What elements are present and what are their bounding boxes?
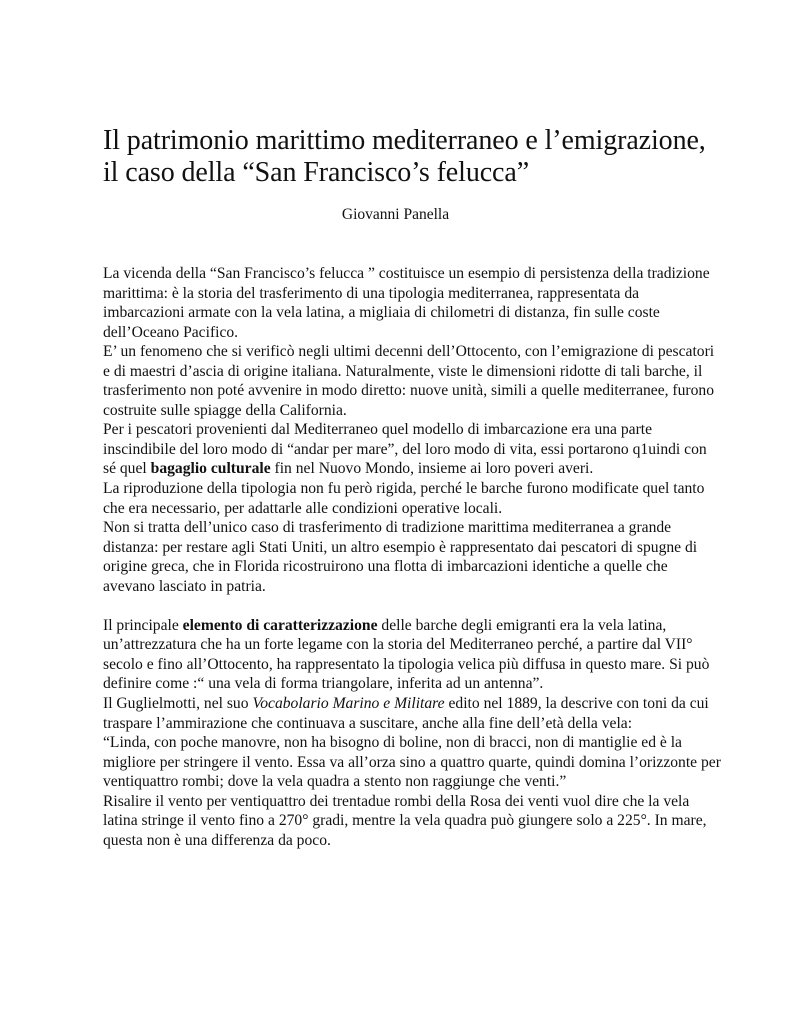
author-name: Giovanni Panella	[341, 206, 450, 223]
italic-book-title: Vocabolario Marino e Militare	[252, 694, 445, 712]
paragraph-9: Risalire il vento per ventiquattro dei trentadue rombi della Rosa dei venti vuol dire che la vela latina stringe il vento fino a 270° gradi, mentre la vela quadra può giungere solo a 225°. In mare, questa non è una differenza da poco.	[103, 792, 707, 849]
paragraph-1: La vicenda della “San Francisco’s felucca ” costituisce un esempio di persistenza della tradizione marittima: è la storia del trasferimento di una tipologia mediterranea, rappresentata da imbarcazioni armate con la vela latina, a migliaia di chilometri di distanza, fin sulle coste dell’Oceano Pacifico.	[103, 265, 710, 341]
paragraph-2: E’ un fenomeno che si verificò negli ultimi decenni dell’Ottocento, con l’emigrazione di pescatori e di maestri d’ascia di origine italiana. Naturalmente, viste le dimensioni ridotte di tali barche, il trasferimento non poté avvenire in modo diretto: nuove unità, simili a quelle mediterranee, furono costruite sulle spiagge della California.	[103, 343, 715, 419]
paragraph-3	[103, 420, 723, 479]
document-title	[103, 125, 743, 189]
paragraph-5: Non si tratta dell’unico caso di trasferimento di tradizione marittima mediterranea a grande distanza: per restare agli Stati Uniti, un altro esempio è rappresentato dai pescatori di spugne di origine greca, che in Florida ricostruirono una flotta di imbarcazioni identiche a quelle che avevano lasciato in patria.	[103, 519, 698, 595]
paragraph-3-text-b: fin nel Nuovo Mondo, insieme ai loro poveri averi.	[270, 460, 594, 478]
paragraph-7-text-a: Il Guglielmotti, nel suo	[103, 694, 253, 712]
paragraph-7-text-b: edito nel 1889, la descrive con toni da cui traspare l’ammirazione che continuava a suscitare, anche alla fine dell’età della vela:	[103, 694, 709, 732]
bold-phrase-bagaglio: bagaglio culturale	[150, 460, 271, 478]
paragraph-6	[103, 616, 723, 694]
paragraph-6-text-b: delle barche degli emigranti era la vela latina, un’attrezzatura che ha un forte legame con la storia del Mediterraneo perché, a partire dal VII° secolo e fino all’Ottocento, ha rappresentato la tipologia velica più diffusa in questo mare. Si può definire come :“ una vela di forma triangolare, inferita ad un antenna”.	[103, 616, 710, 693]
title-line-1: Il patrimonio marittimo mediterraneo e l’emigrazione,	[103, 125, 706, 156]
title-line-2: il caso della “San Francisco’s felucca”	[103, 157, 530, 188]
paragraph-7	[103, 694, 723, 733]
paragraph-8-quote: “Linda, con poche manovre, non ha bisogno di boline, non di bracci, non di mantiglie ed è la migliore per stringere il vento. Essa va all’orza sino a quattro quarte, quindi domina l’orizzonte per ventiquattro rombi; dove la vela quadra a stento non raggiunge che venti.”	[103, 734, 721, 791]
bold-phrase-elemento: elemento di caratterizzazione	[182, 616, 378, 634]
paragraph-3-text-a: Per i pescatori provenienti dal Mediterraneo quel modello di imbarcazione era una parte inscindibile del loro modo di “andar per mare”, del loro modo di vita, essi portarono q1uindi con sé quel	[103, 421, 707, 478]
paragraph-4: La riproduzione della tipologia non fu però rigida, perché le barche furono modificate quel tanto che era necessario, per adattarle alle condizioni operative locali.	[103, 480, 705, 517]
paragraph-6-text-a: Il principale	[103, 616, 183, 634]
document-body	[103, 264, 723, 850]
